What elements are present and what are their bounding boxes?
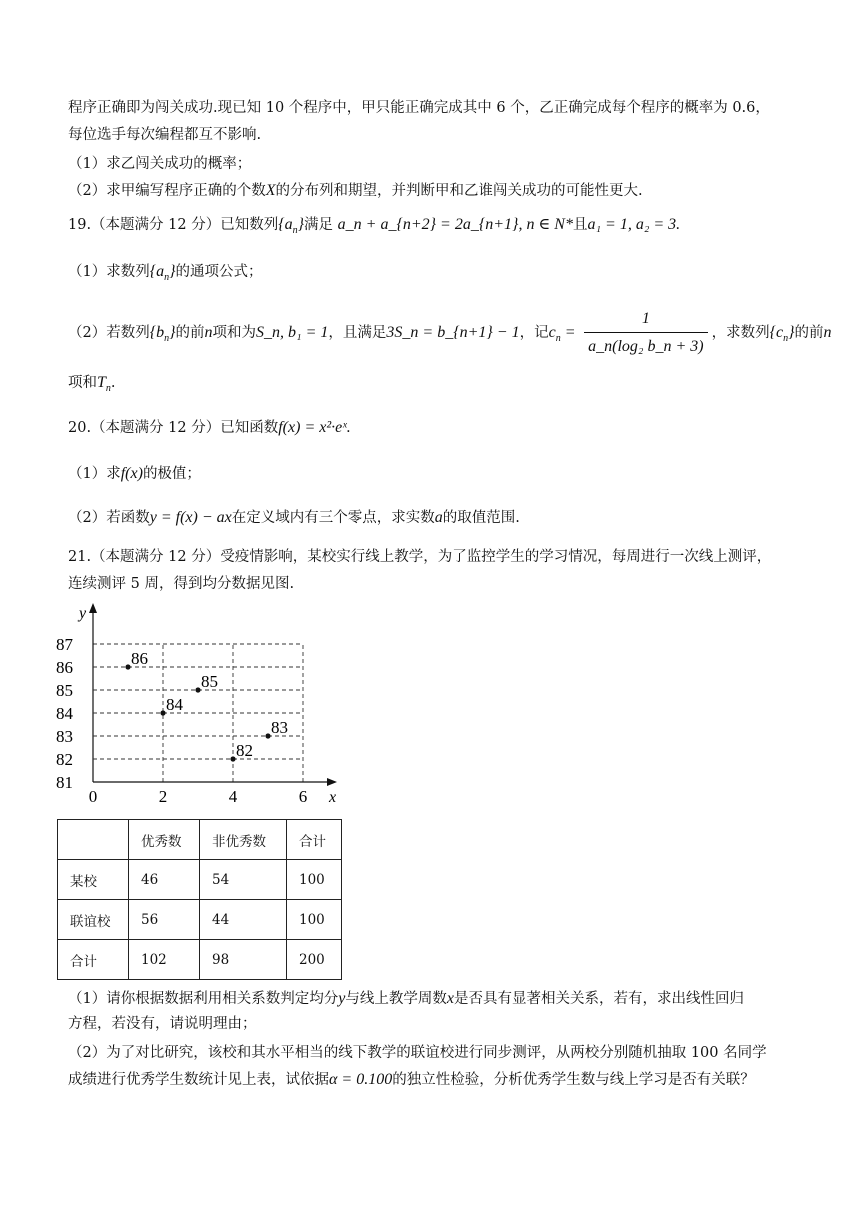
q21-line2: 连续测评 5 周，得到均分数据见图. [68,576,295,592]
table-cell: 200 [287,940,342,980]
y-axis-label: y [79,605,87,622]
data-label: 82 [236,741,253,760]
q21-line1: 21.（本题满分 12 分）受疫情影响，某校实行线上教学，为了监控学生的学习情况，每周进行一次线上测评， [68,549,772,565]
y-axis-arrow [89,603,97,613]
table-header-cell: 优秀数 [129,820,200,860]
y-tick-label: 81 [56,773,73,792]
excellence-table [57,819,342,980]
data-point [125,664,130,669]
data-label: 84 [166,695,183,714]
table-row [58,900,342,940]
q21-part1-line1: （1）请你根据数据利用相关系数判定均分y与线上教学周数x是否具有显著相关关系，若有，求出线性回归 [68,990,744,1007]
y-tick-label: 84 [56,704,73,723]
y-tick-label: 85 [56,681,73,700]
x-tick-label: 6 [298,787,308,806]
table-cell: 联谊校 [58,900,129,940]
y-tick-label: 87 [56,635,73,654]
q20-stem: 20.（本题满分 12 分）已知函数f(x) = x²·eˣ. [68,419,351,436]
q19-part2: （2）若数列$\{b_n\}$的前n项和为S_n, b₁ = 1，且满足3S_n = b_{n+1} − 1，记$c_n$ = $\frac{1}{\text{a\_n(log₂ b\_n + 3)}}$ ，求数列$\{c_n\}$的前n [68,308,831,358]
table-header-cell: 合计 [287,820,342,860]
data-point [195,687,200,692]
table-cell: 46 [129,860,200,900]
q20-part1: （1）求f(x)的极值； [68,465,201,482]
q18-part2: （2）求甲编写程序正确的个数X的分布列和期望，并判断甲和乙谁闯关成功的可能性更大. [68,182,643,199]
table-cell: 54 [200,860,287,900]
table-cell: 98 [200,940,287,980]
data-label: 86 [131,649,148,668]
table-cell: 102 [129,940,200,980]
table-row [58,860,342,900]
y-tick-label: 82 [56,750,73,769]
q21-part2-line1: （2）为了对比研究，该校和其水平相当的线下教学的联谊校进行同步测评，从两校分别随机抽取 100 名同学 [68,1045,767,1061]
q19-part1: （1）求数列$\{a_n\}$的通项公式； [68,263,263,284]
data-point [265,733,270,738]
x-tick-label: 4 [228,787,238,806]
x-tick-label: 0 [88,787,98,806]
data-label: 83 [271,718,288,737]
table-cell: 100 [287,900,342,940]
table-cell: 56 [129,900,200,940]
table-cell: 合计 [58,940,129,980]
q18-text-line2: 每位选手每次编程都互不影响. [68,127,262,143]
table-row [58,940,342,980]
q18-text-line1: 程序正确即为闯关成功.现已知 10 个程序中，甲只能正确完成其中 6 个，乙正确完成每个程序的概率为 0.6， [68,100,770,116]
data-point [230,756,235,761]
cn-fraction: $\frac{1}{\text{a\_n(log₂ b\_n + 3)}}$ [584,308,707,358]
x-tick-label: 2 [158,787,168,806]
x-axis-arrow [327,778,337,786]
data-label: 85 [201,672,218,691]
table-header-row [58,820,342,860]
q19-stem: 19.（本题满分 12 分）已知数列$\{a_n\}$满足 a_n + a_{n+2} = 2a_{n+1}, n ∈ N*且a₁ = 1, a₂ = 3. [68,216,681,237]
table-header-cell [58,820,129,860]
x-axis-label: x [329,789,337,806]
data-point [160,710,165,715]
q19-part2-end: 项和$T_n$. [68,374,116,395]
q21-part2-line2: 成绩进行优秀学生数统计见上表，试依据α = 0.100的独立性检验，分析优秀学生数与线上学习是否有关联？ [68,1071,755,1088]
table-cell: 某校 [58,860,129,900]
q20-part2: （2）若函数y = f(x) − ax在定义域内有三个零点，求实数a的取值范围. [68,509,520,526]
q21-part1-line2: 方程，若没有，请说明理由； [68,1016,257,1032]
scatter-chart [55,602,355,807]
q18-part1: （1）求乙闯关成功的概率； [68,156,252,172]
table-cell: 44 [200,900,287,940]
table-header-cell: 非优秀数 [200,820,287,860]
table-cell: 100 [287,860,342,900]
y-tick-label: 86 [56,658,73,677]
y-tick-label: 83 [56,727,73,746]
